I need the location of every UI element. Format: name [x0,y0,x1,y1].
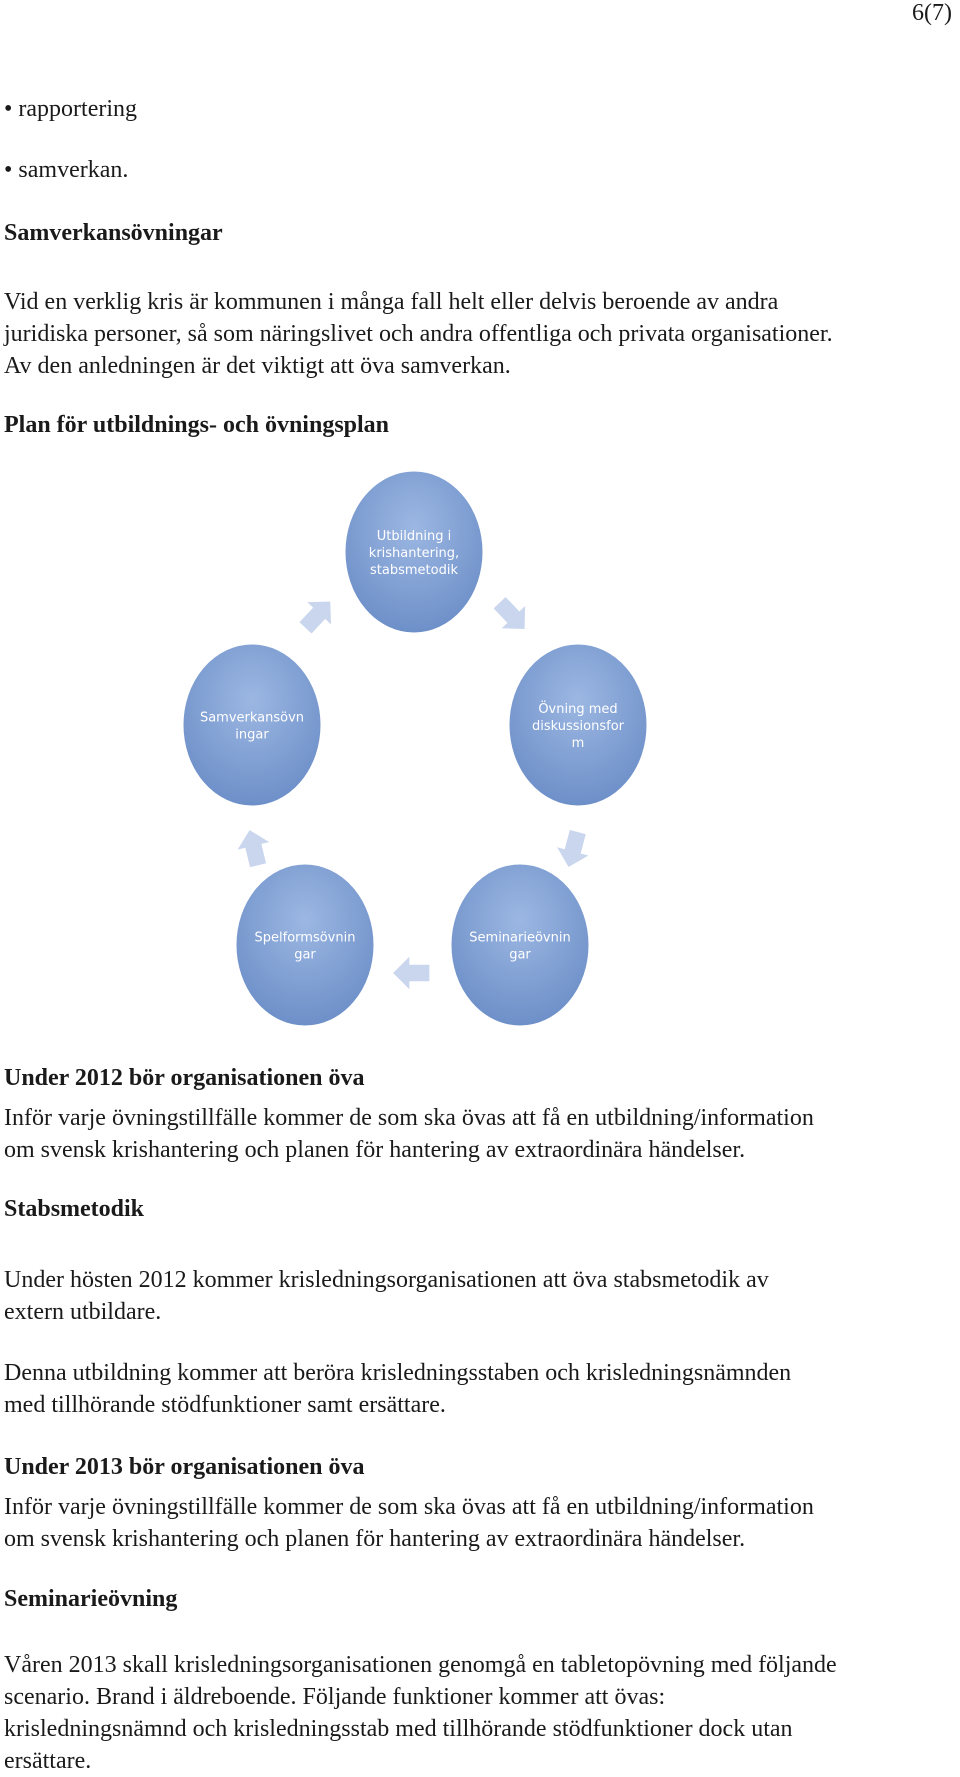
node-label: m [571,736,585,751]
paragraph-seminarieovning [4,1649,954,1777]
paragraph-2013 [4,1491,954,1555]
node-label: diskussionsfor [531,719,625,734]
node-seminarieovningar [450,863,590,1027]
paragraph-line: scenario. Brand i äldreboende. Följande funktioner kommer att övas: [4,1684,666,1710]
bullet-item: • rapportering [4,96,138,122]
node-label: Samverkansövn [199,710,305,726]
node-label: ingar [235,727,269,743]
paragraph-line: juridiska personer, så som näringslivet och andra offentliga och privata organisationer. [4,321,833,347]
cycle-diagram [150,470,660,1040]
arrow-5 [292,588,344,640]
paragraph-line: Våren 2013 skall krisledningsorganisationen genomgå en tabletopövning med följande [4,1652,837,1678]
paragraph-2012 [4,1102,954,1166]
node-label: Spelformsövnin [254,930,356,946]
section-heading-2012: Under 2012 bör organisationen öva [4,1065,365,1091]
paragraph-line: Inför varje övningstillfälle kommer de som ska övas att få en utbildning/information [4,1494,814,1520]
section-heading-seminarieovning: Seminarieövning [4,1586,178,1612]
arrow-4 [232,825,276,870]
section-heading-2013: Under 2013 bör organisationen öva [4,1454,365,1480]
paragraph-stabsmetodik-1 [4,1264,954,1328]
paragraph-line: krisledningsnämnd och krisledningsstab med tillhörande stödfunktioner dock utan [4,1716,793,1742]
node-label: krishantering, [368,546,460,561]
paragraph-line: Inför varje övningstillfälle kommer de som ska övas att få en utbildning/information [4,1105,814,1131]
arrow-2 [551,827,596,873]
section-heading-samverkan: Samverkansövningar [4,220,223,246]
node-label: Utbildning i [376,529,452,544]
node-label: gar [294,947,316,963]
arrow-3 [392,955,430,991]
node-spelformsovningar [235,863,375,1027]
node-utbildning [344,470,484,634]
arrow-1 [486,590,538,642]
paragraph-line: om svensk krishantering och planen för hantering av extraordinära händelser. [4,1526,746,1552]
node-label: gar [509,947,531,963]
paragraph-line: med tillhörande stödfunktioner samt ersättare. [4,1392,446,1418]
section-heading-stabsmetodik: Stabsmetodik [4,1196,145,1222]
node-label: Övning med [538,702,618,717]
paragraph-line: Vid en verklig kris är kommunen i många fall helt eller delvis beroende av andra [4,289,779,315]
page-number: 6(7) [912,0,952,26]
paragraph-stabsmetodik-2 [4,1357,954,1421]
node-samverkansovningar [182,643,322,807]
paragraph-line: Under hösten 2012 kommer krisledningsorganisationen att öva stabsmetodik av [4,1267,769,1293]
node-label: Seminarieövnin [469,930,571,946]
node-label: stabsmetodik [370,563,458,578]
section-heading-plan: Plan för utbildnings- och övningsplan [4,412,390,438]
paragraph-line: Av den anledningen är det viktigt att öva samverkan. [4,353,511,379]
paragraph-samverkan [4,286,954,382]
paragraph-line: om svensk krishantering och planen för hantering av extraordinära händelser. [4,1137,746,1163]
paragraph-line: extern utbildare. [4,1299,162,1325]
paragraph-line: Denna utbildning kommer att beröra krisledningsstaben och krisledningsnämnden [4,1360,792,1386]
node-ovning-diskussion [508,643,648,807]
bullet-item: • samverkan. [4,157,129,183]
paragraph-line: ersättare. [4,1748,92,1774]
